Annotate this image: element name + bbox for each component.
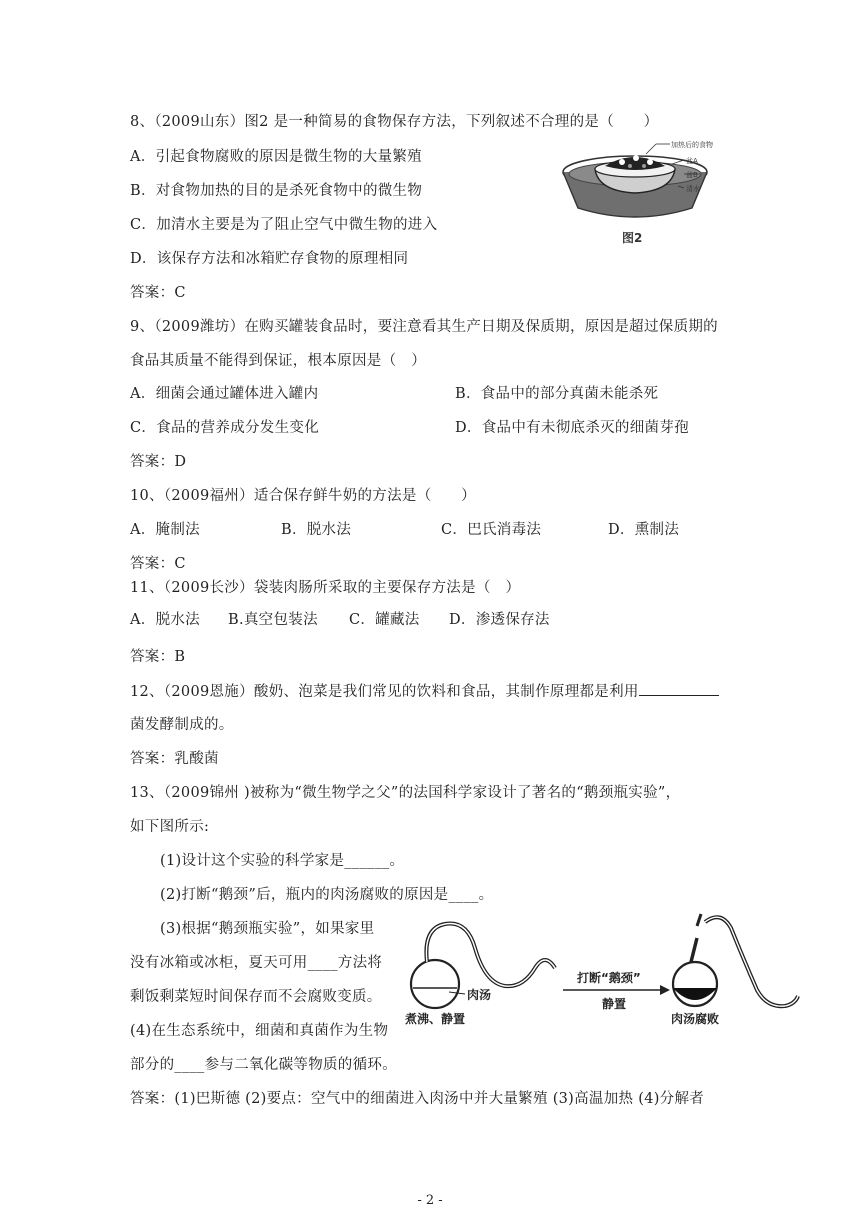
fig-label-still: 静置 (602, 997, 627, 1011)
q9-option-d: D．食品中有未彻底杀灭的细菌芽孢 (455, 420, 689, 436)
q12-stem-text: 12、（2009恩施）酸奶、泡菜是我们常见的饮料和食品，其制作原理都是利用 (130, 684, 639, 700)
q9-answer: 答案：D (130, 454, 187, 470)
fig2-label-basin-a: 盆A (686, 157, 698, 165)
q9-option-a: A．细菌会通过罐体进入罐内 (130, 386, 319, 402)
fig-label-broth: 肉汤 (467, 988, 492, 1002)
q11-option-c: C．罐藏法 (349, 612, 420, 628)
q11-option-b: B.真空包装法 (228, 612, 318, 628)
q13-part-3-line1: (3)根据“鹅颈瓶实验”，如果家里 (160, 921, 375, 937)
q8-answer: 答案：C (130, 285, 186, 301)
q8-stem: 8、（2009山东）图2 是一种简易的食物保存方法，下列叙述不合理的是（ ） (130, 114, 659, 130)
fig2-caption: 图2 (622, 231, 643, 245)
q9-option-c: C．食品的营养成分发生变化 (130, 420, 319, 436)
q10-option-a: A．腌制法 (130, 522, 200, 538)
q11-option-d: D．渗透保存法 (449, 612, 550, 628)
page-number: - 2 - (417, 1193, 443, 1208)
q11-stem: 11、（2009长沙）袋装肉肠所采取的主要保存方法是（ ） (130, 580, 521, 596)
q11-option-a: A．脱水法 (130, 612, 200, 628)
q10-option-d: D．熏制法 (608, 522, 680, 538)
q11-answer: 答案：B (130, 649, 186, 665)
fig2-label-basin-b: 盆B (686, 171, 698, 179)
q9-option-b: B．食品中的部分真菌未能杀死 (455, 386, 659, 402)
q10-stem: 10、（2009福州）适合保存鲜牛奶的方法是（ ） (130, 488, 476, 504)
q13-part-3-line3: 剩饭剩菜短时间保存而不会腐败变质。 (130, 989, 382, 1005)
q10-answer: 答案：C (130, 556, 186, 572)
q8-option-a: A．引起食物腐败的原因是微生物的大量繁殖 (130, 149, 422, 165)
q13-part-4-line1: (4)在生态系统中，细菌和真菌作为生物 (130, 1023, 389, 1039)
q13-part-4-line2: 部分的____参与二氧化碳等物质的循环。 (130, 1057, 397, 1073)
q8-option-c: C．加清水主要是为了阻止空气中微生物的进入 (130, 217, 438, 233)
q13-part-1: (1)设计这个实验的科学家是______。 (160, 853, 405, 869)
q8-option-d: D．该保存方法和冰箱贮存食物的原理相同 (130, 251, 409, 267)
q13-answer: 答案：(1)巴斯德 (2)要点：空气中的细菌进入肉汤中并大量繁殖 (3)高温加热 (4)分解者 (130, 1091, 705, 1107)
q9-stem-line2: 食品其质量不能得到保证，根本原因是（ ） (130, 353, 426, 369)
q12-answer: 答案：乳酸菌 (130, 751, 219, 767)
q12-answer-blank (639, 681, 719, 696)
figure-2-food-storage (560, 136, 740, 248)
fig2-label-water: 清水 (686, 185, 700, 193)
q13-part-3-line2: 没有冰箱或冰柜，夏天可用____方法将 (130, 955, 383, 971)
q12-stem-line2: 菌发酵制成的。 (130, 717, 234, 733)
q10-option-c: C．巴氏消毒法 (441, 522, 542, 538)
fig-label-break-neck: 打断“鹅颈” (577, 971, 641, 985)
q13-stem-line2: 如下图所示: (130, 819, 210, 835)
figure-swan-neck-flask (405, 908, 800, 1033)
q13-stem-line1: 13、（2009锦州 )被称为“微生物学之父”的法国科学家设计了著名的“鹅颈瓶实验”， (130, 785, 681, 801)
q12-stem (130, 681, 719, 702)
fig2-label-food: 加热后的食物 (671, 141, 713, 149)
q8-option-b: B．对食物加热的目的是杀死食物中的微生物 (130, 183, 423, 199)
fig-label-broth-spoiled: 肉汤腐败 (671, 1012, 720, 1026)
q9-stem-line1: 9、（2009潍坊）在购买罐装食品时，要注意看其生产日期及保质期，原因是超过保质期的 (130, 319, 718, 335)
q10-option-b: B．脱水法 (281, 522, 352, 538)
fig-label-boil-still: 煮沸、静置 (405, 1012, 466, 1026)
q13-part-2: (2)打断“鹅颈”后，瓶内的肉汤腐败的原因是____。 (160, 887, 494, 903)
